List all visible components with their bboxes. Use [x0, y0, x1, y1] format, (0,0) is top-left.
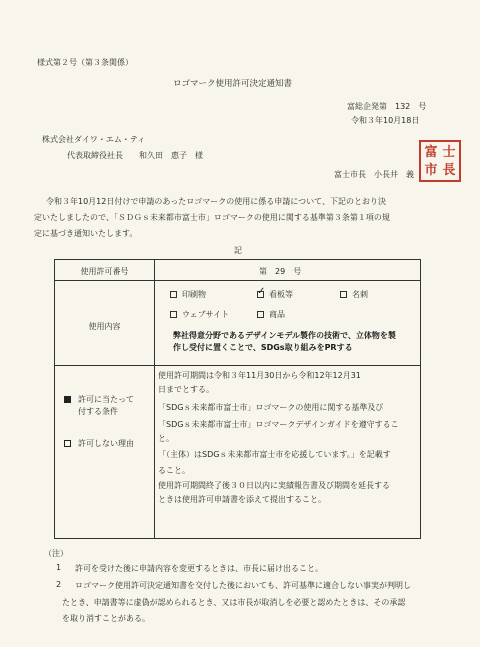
option-label: 看板等	[269, 290, 293, 299]
ki-heading: 記	[234, 246, 242, 255]
note-line: ロゴマーク使用許可決定通知書を交付した後においても、許可基準に適合しない事実が判明し	[75, 581, 411, 590]
usage-description-line: 弊社得意分野であるデザインモデル製作の技術で、立体物を製	[173, 331, 396, 340]
body-line: 定いたしましたので、「ＳＤＧｓ未来都市富士市」ロゴマークの使用に関する基準第３条第１項の規	[34, 213, 390, 222]
condition-label-line: 許可に当たって	[78, 395, 134, 404]
condition-line: 「SDGｓ未来都市富士市」ロゴマークデザインガイドを遵守するこ	[158, 420, 399, 429]
note-number: 1	[56, 563, 62, 572]
condition-line: 使用許可期間終了後３０日以内に実績報告書及び期間を延長する	[158, 481, 390, 490]
body-line: 令和３年10月12日付けで申請のあったロゴマークの使用に係る申請について、下記のとおり決	[46, 197, 386, 206]
notes-label: （注）	[44, 549, 68, 558]
checkbox[interactable]	[257, 311, 264, 318]
permit-number-value: 第 29 号	[259, 267, 302, 276]
condition-line: 「SDGｓ未来都市富士市」ロゴマークの使用に関する基準及び	[158, 403, 384, 412]
city-mayor-seal	[419, 140, 461, 182]
document-number: 富総企発第 132 号	[347, 102, 427, 111]
recipient-company: 株式会社ダイワ・エム・ティ	[42, 135, 146, 144]
note-line: 許可を受けた後に申請内容を変更するときは、市長に届け出ること。	[75, 564, 323, 573]
condition-line: ること。	[158, 466, 190, 475]
option-business-card[interactable]	[340, 289, 368, 300]
condition-line: 「（主体）はSDGｓ未来都市富士市を応援しています。」を記載す	[158, 450, 391, 459]
form-label: 様式第２号（第３条関係）	[37, 58, 133, 67]
usage-description-line: 作し受付に置くことで、SDGs取り組みをPRする	[173, 343, 353, 352]
permit-table	[54, 259, 421, 539]
deny-label: 許可しない理由	[78, 439, 134, 448]
checkbox-checked[interactable]	[257, 291, 264, 298]
checkbox[interactable]	[170, 291, 177, 298]
condition-row-label	[64, 394, 134, 405]
option-signboard[interactable]	[257, 289, 293, 300]
seal-char: 士	[442, 144, 456, 160]
seal-char: 市	[424, 162, 438, 178]
option-print[interactable]	[170, 289, 206, 300]
option-website[interactable]	[170, 309, 229, 320]
option-label: 印刷物	[182, 290, 206, 299]
document-title: ロゴマーク使用許可決定通知書	[173, 79, 293, 89]
seal-char: 富	[424, 144, 438, 160]
condition-line: 日までとする。	[158, 385, 214, 394]
checkbox[interactable]	[170, 311, 177, 318]
note-number: 2	[56, 580, 62, 589]
open-square-icon	[64, 440, 71, 447]
option-label: ウェブサイト	[182, 310, 230, 319]
checkbox[interactable]	[340, 291, 347, 298]
condition-line: 使用許可期間は令和３年11月30日から令和12年12月31	[158, 371, 361, 380]
condition-line: ときは使用許可申請書を添えて提出すること。	[158, 495, 326, 504]
document-date: 令和３年10月18日	[351, 116, 420, 125]
condition-label-line: 付する条件	[78, 407, 118, 416]
option-label: 商品	[269, 310, 285, 319]
condition-line: と。	[158, 434, 174, 443]
deny-row-label	[64, 438, 134, 449]
option-label: 名刺	[352, 290, 368, 299]
usage-label: 使用内容	[88, 322, 121, 331]
issuer-name: 富士市長 小長井 義	[334, 170, 414, 179]
seal-char: 長	[442, 162, 456, 178]
body-line: 定に基づき通知いたします。	[34, 229, 138, 238]
filled-square-icon	[64, 396, 71, 403]
note-line: たとき、申請書等に虚偽が認められるとき、又は市長が取消しを必要と認めたときは、その承認	[62, 598, 406, 607]
permit-number-label: 使用許可番号	[80, 267, 129, 276]
recipient-representative: 代表取締役社長 和久田 惠子 様	[67, 151, 203, 160]
option-product[interactable]	[257, 309, 285, 320]
note-line: を取り消すことがある。	[62, 614, 150, 623]
